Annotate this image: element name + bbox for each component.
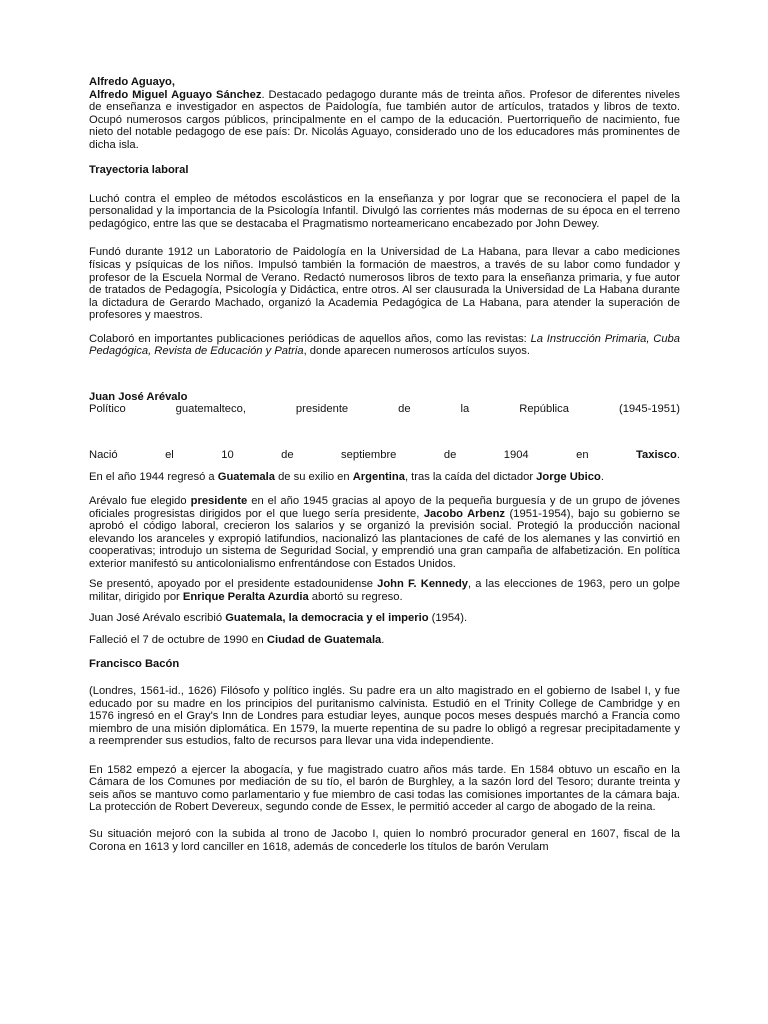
arevalo-1963: Se presentó, apoyado por el presidente estadounidense John F. Kennedy, a las elecciones de 1963, pero un golpe militar, dirigido por Enrique Peralta Azurdia abortó su regreso. [89, 578, 681, 603]
arevalo-return: En el año 1944 regresó a Guatemala de su exilio en Argentina, tras la caída del dictador Jorge Ubico. [89, 471, 604, 484]
arevalo-heading: Juan José Arévalo [89, 390, 188, 403]
aguayo-paragraph-3: Colaboró en importantes publicaciones periódicas de aquellos años, como las revistas: La Instrucción Primaria, Cuba Pedagógica, Revista de Educación y Patria, donde aparecen numerosos artículos suyos. [89, 332, 680, 358]
aguayo-paragraph-1: Luchó contra el empleo de métodos escolásticos en la enseñanza y por lograr que se reconociera el papel de la personalidad y la importancia de la Psicología Infantil. Divulgó las corrientes más modernas de su época en el terreno pedagógico, entre las que se destacaba el Pragmatismo norteamericano encabezado por John Dewey. [89, 192, 680, 230]
bacon-paragraph-1: (Londres, 1561-id., 1626) Filósofo y político inglés. Su padre era un alto magistrado en el gobierno de Isabel I, y fue educado por su madre en los principios del puritanismo calvinista. Estudió en el Trinity College de Cambridge y en 1576 ingresó en el Gray's Inn de Londres para estudiar leyes, aunque pocos meses después marchó a Francia como miembro de una misión diplomática. En 1579, la muerte repentina de su padre lo obligó a regresar precipitadamente y a reemprender sus estudios, falto de recursos para llevar una vida independiente. [89, 685, 680, 748]
arevalo-subtitle: Político guatemalteco, presidente de la República (1945-1951) [89, 403, 680, 416]
arevalo-presidency: Arévalo fue elegido presidente en el año 1945 gracias al apoyo de la pequeña burguesía y de un grupo de jóvenes oficiales progresistas dirigidos por el que luego sería presidente, Jacobo Arbenz (1951-1954), bajo su gobierno se aprobó el código laboral, crecieron los salarios y se organizó la previsión social. Protegió la producción nacional elevando los aranceles y expropió latifundios, nacionalizó las plantaciones de café de los alemanes y las convirtió en cooperativas; introdujo un sistema de Seguridad Social, y emprendió una gran campaña de alfabetización. En política exterior manifestó su anticolonialismo enfrentándose con Estados Unidos. [89, 495, 680, 570]
aguayo-intro: Alfredo Miguel Aguayo Sánchez. Destacado pedagogo durante más de treinta años. Profesor de diferentes niveles de enseñanza e investigador en aspectos de Paidología, fue también autor de artículos, tratados y libros de texto. Ocupó numerosos cargos públicos, principalmente en el campo de la educación. Puertorriqueño de nacimiento, fue nieto del notable pedagogo de ese país: Dr. Nicolás Aguayo, considerado uno de los educadores más prominentes de dicha isla. [89, 88, 680, 151]
aguayo-heading: Alfredo Aguayo, [89, 76, 175, 88]
aguayo-paragraph-2: Fundó durante 1912 un Laboratorio de Paidología en la Universidad de La Habana, para llevar a cabo mediciones físicas y psíquicas de los niños. Impulsó también la formación de maestros, a través de su labor como fundador y profesor de la Escuela Normal de Verano. Redactó numerosos libros de texto para la enseñanza primaria, y fue autor de tratados de Pedagogía, Psicología y Didáctica, entre otros. Al ser clausurada la Universidad de La Habana durante la dictadura de Gerardo Machado, organizó la Academia Pedagógica de La Habana, para atender la superación de profesores y maestros. [89, 246, 680, 322]
aguayo-full-name: Alfredo Miguel Aguayo Sánchez [89, 88, 262, 101]
section-heading-trayectoria: Trayectoria laboral [89, 164, 189, 177]
arevalo-book: Juan José Arévalo escribió Guatemala, la democracia y el imperio (1954). [89, 612, 468, 625]
document-page [89, 76, 680, 853]
bacon-paragraph-2: En 1582 empezó a ejercer la abogacía, y fue magistrado cuatro años más tarde. En 1584 obtuvo un escaño en la Cámara de los Comunes por mediación de su tío, el barón de Burghley, a la sazón lord del Tesoro; durante treinta y seis años se mantuvo como parlamentario y fue miembro de casi todas las comisiones importantes de la cámara baja. La protección de Robert Devereux, segundo conde de Essex, le permitió acceder al cargo de abogado de la reina. [89, 763, 680, 814]
bacon-paragraph-3: Su situación mejoró con la subida al trono de Jacobo I, quien lo nombró procurador general en 1607, fiscal de la Corona en 1613 y lord canciller en 1618, además de concederle los títulos de barón Verulam [89, 827, 680, 853]
arevalo-death: Falleció el 7 de octubre de 1990 en Ciudad de Guatemala. [89, 633, 385, 646]
arevalo-birth-line: Nació el 10 de septiembre de 1904 en Taxisco. [89, 448, 680, 461]
bacon-heading: Francisco Bacón [89, 657, 180, 670]
